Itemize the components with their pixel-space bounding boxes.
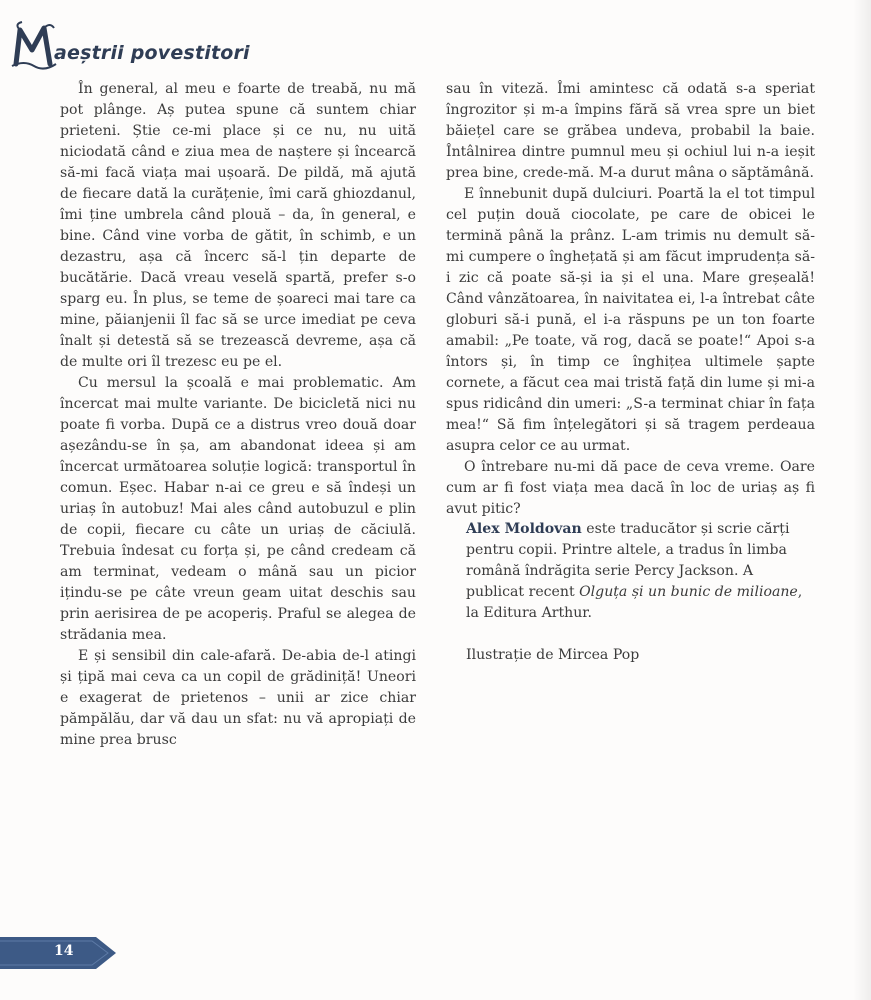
- paragraph: sau în viteză. Îmi amintesc că odată s-a speriat îngrozitor și m-a împins fără să vrea spre un biet băiețel care se grăbea undeva, probabil la baie. Întâlnirea dintre pumnul meu și ochiul lui n-a ieșit prea bine, crede-mă. M-a durut mâna o săptămână.: [446, 81, 815, 181]
- paragraph: În general, al meu e foarte de treabă, nu mă pot plânge. Aș putea spune că suntem chiar prieteni. Știe ce-mi place și ce nu, nu uită niciodată când e ziua mea de naștere și încearcă să-mi facă viața mai ușoară. De pildă, mă ajută de fiecare dată la curățenie, îmi cară ghiozdanul, îmi ține umbrela când plouă – da, în general, e bine. Când vine vorba de gătit, în schimb, e un dezastru, așa că încerc să-l țin departe de bucătărie. Dacă vreau veselă spartă, prefer s-o sparg eu. În plus, se teme de șoareci mai tare ca mine, păianjenii îl fac să se urce imediat pe ceva înalt și detestă să se trezească devreme, așa că de multe ori îl trezesc eu pe el.: [60, 81, 416, 370]
- right-text-column: [446, 79, 815, 520]
- bio-text: este traducător și scrie cărți pentru copii. Printre altele, a tradus în limba română îndrăgita serie Percy Jackson. A publicat recent: [466, 521, 790, 600]
- page-edge-shadow: [853, 0, 871, 1000]
- book-title: Olguța și un bunic de milioane: [579, 584, 798, 600]
- section-header: [10, 20, 370, 70]
- page-number: 14: [54, 943, 74, 959]
- paragraph: O întrebare nu-mi dă pace de ceva vreme. Oare cum ar fi fost viața mea dacă în loc de uriaș aș fi avut pitic?: [446, 459, 815, 517]
- author-bio: [466, 519, 806, 624]
- left-text-column: [60, 79, 416, 751]
- paragraph: E înnebunit după dulciuri. Poartă la el tot timpul cel puțin două ciocolate, pe care de obicei le termină până la prânz. L-am trimis nu demult să-mi cumpere o înghețată și am făcut imprudența să-i zic că poate să-și ia și el una. Mare greșeală! Când vânzătoarea, în naivitatea ei, l-a întrebat câte globuri să-i pună, el i-a răspuns pe un ton foarte amabil: „Pe toate, vă rog, dacă se poate!“ Apoi s-a întors și, în timp ce înghițea ultimele șapte cornete, a făcut cea mai tristă față din lume și mi-a spus ridicând din umeri: „S-a terminat chiar în fața mea!“ Să fim înțelegători și să tragem perdeaua asupra celor ce au urmat.: [446, 186, 815, 454]
- paragraph: Cu mersul la școală e mai problematic. Am încercat mai multe variante. De bicicletă nici nu poate fi vorba. După ce a distrus vreo două doar așezându-se în șa, am abandonat ideea și am încercat următoarea soluție logică: transportul în comun. Eșec. Habar n-ai ce greu e să îndeși un uriaș în autobuz! Mai ales când autobuzul e plin de copii, fiecare cu câte un uriaș de căciulă. Trebuia îndesat cu forța și, pe când credeam că am terminat, vedeam o mână sau un picior ițindu-se pe câte vreun geam uitat deschis sau prin aerisirea de pe acoperiș. Praful se alegea de strădania mea.: [60, 375, 416, 643]
- illustration-credit: Ilustrație de Mircea Pop: [466, 647, 640, 663]
- paragraph: E și sensibil din cale-afară. De-abia de-l atingi și țipă mai ceva ca un copil de grădiniță! Uneori e exagerat de prietenos – unii ar zice chiar pămpălău, dar vă dau un sfat: nu vă apropiați de mine prea brusc: [60, 648, 416, 748]
- section-title: aeștrii povestitori: [54, 42, 250, 64]
- author-name: Alex Moldovan: [466, 521, 582, 537]
- bio-text-end: , la Editura Arthur.: [466, 584, 803, 621]
